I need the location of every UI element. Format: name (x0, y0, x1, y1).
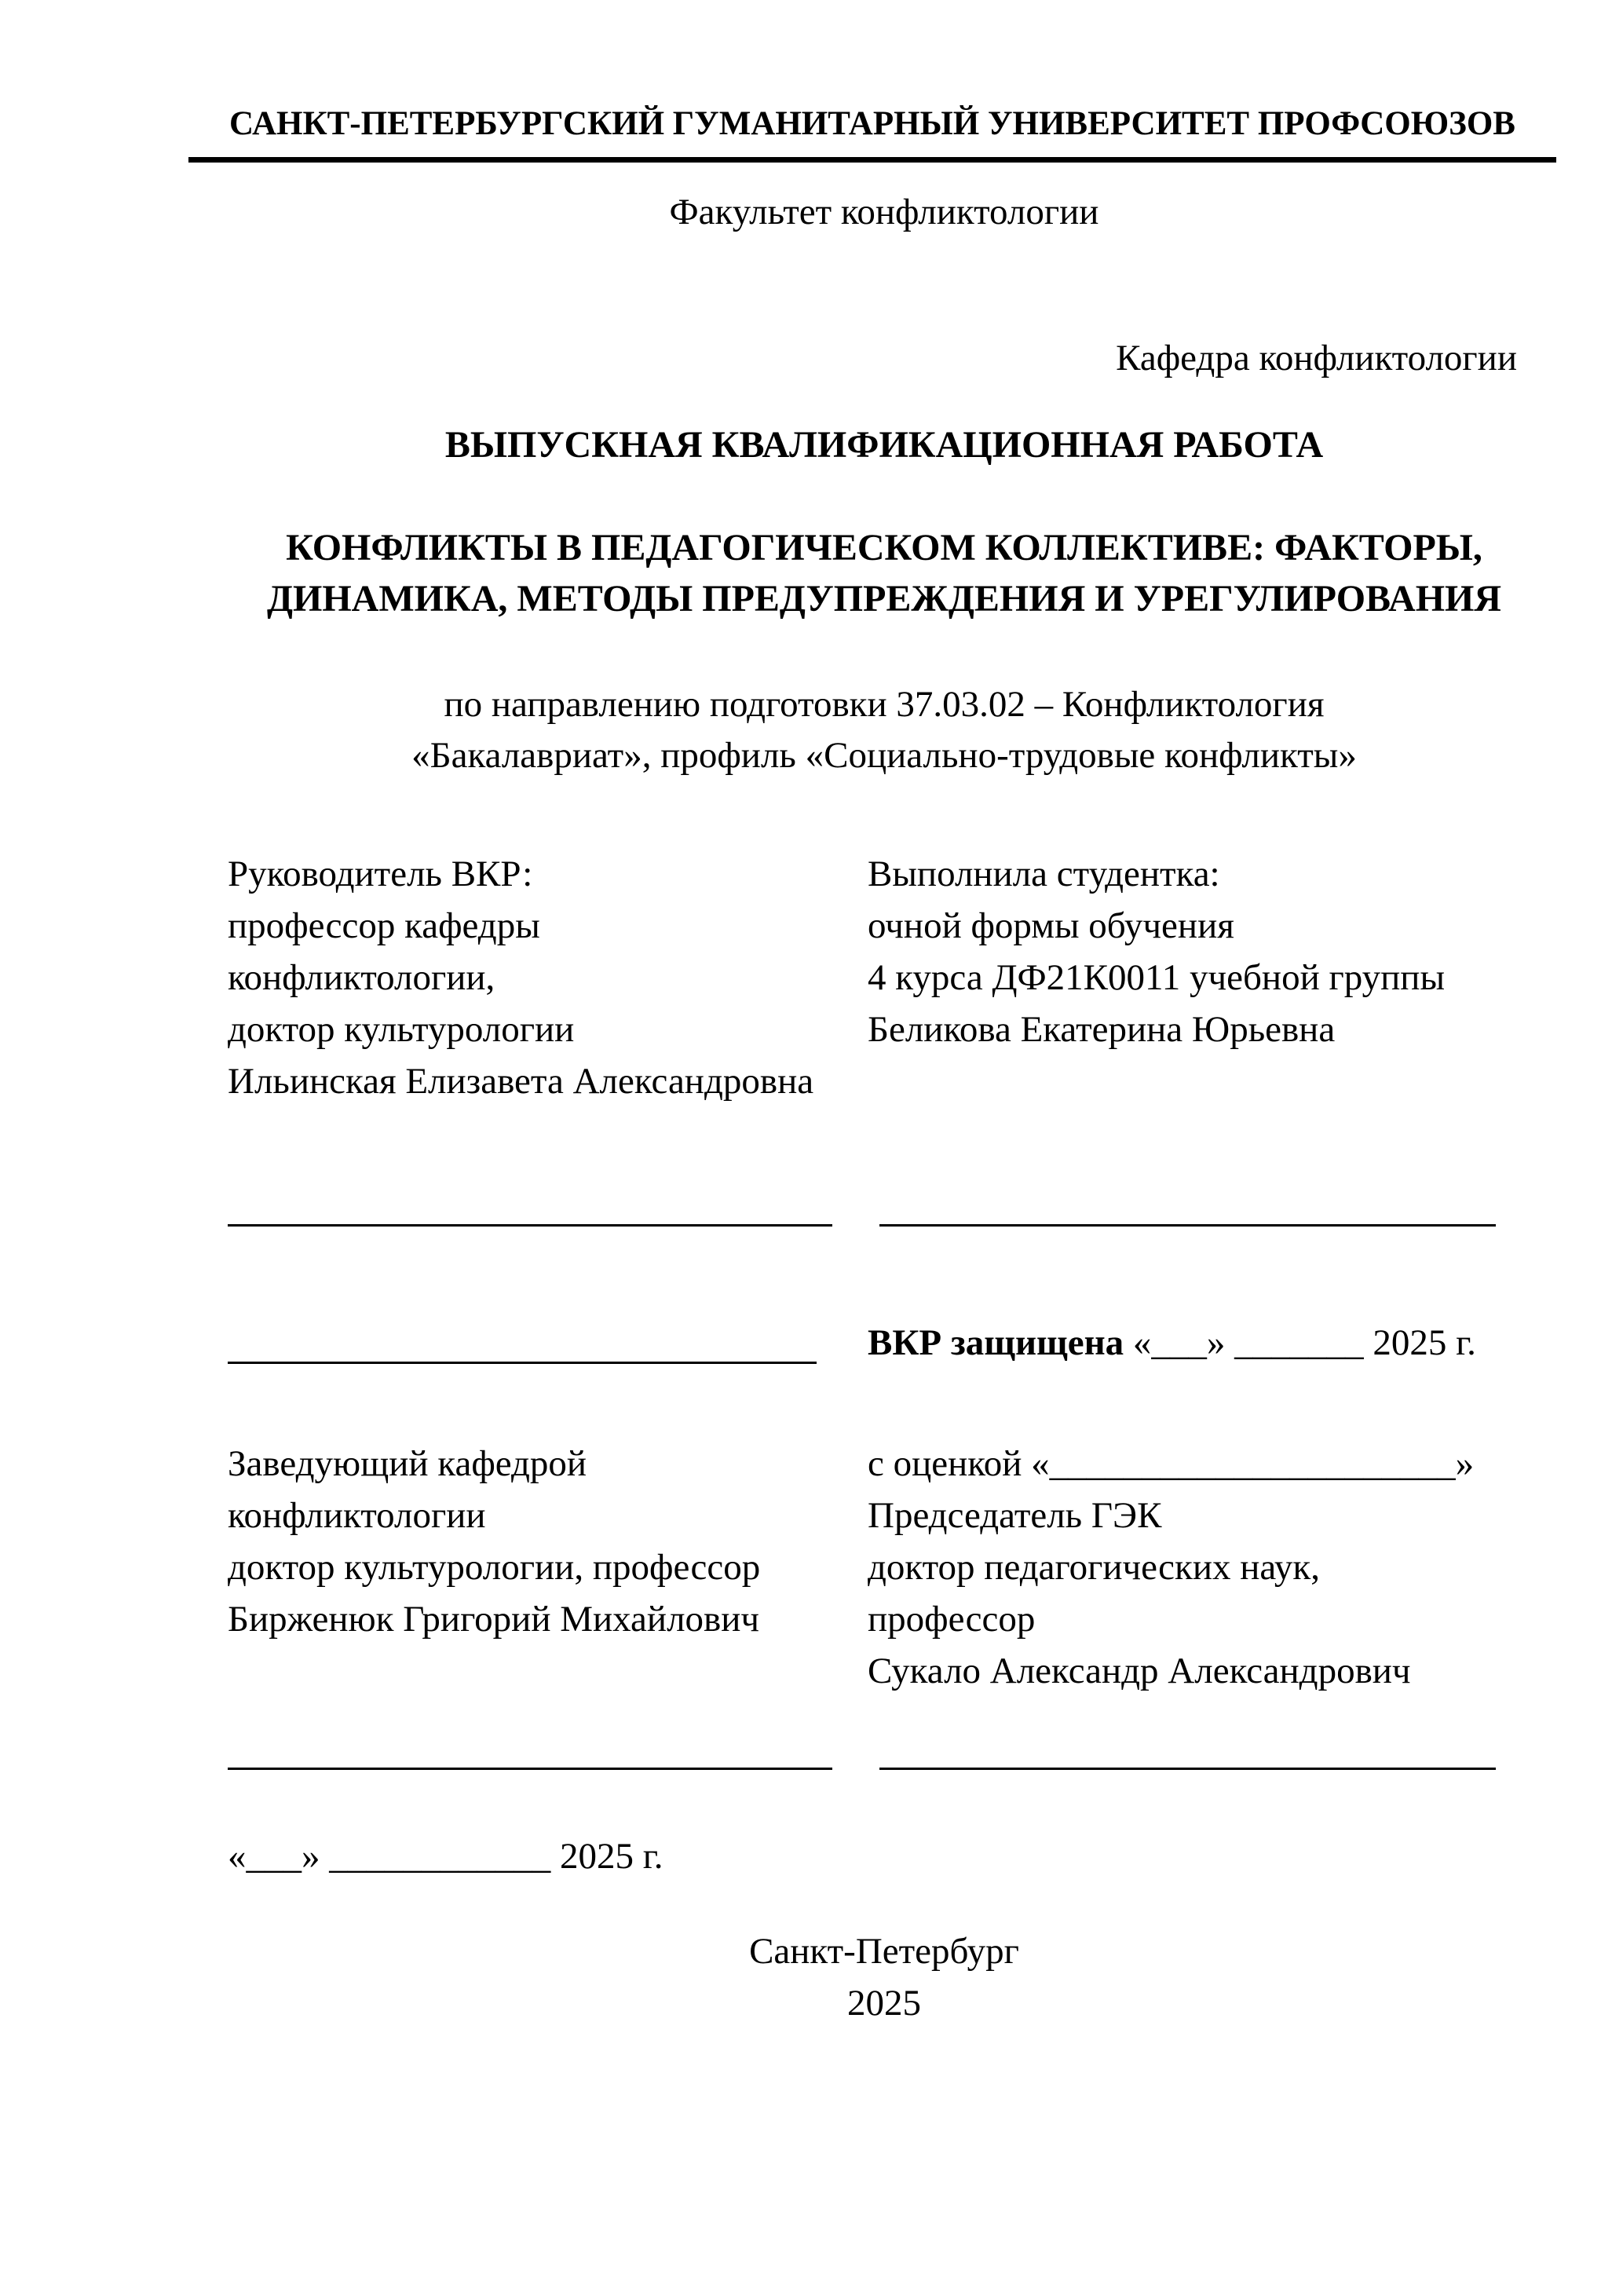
head-signature-line (228, 1314, 817, 1364)
program-direction-line: по направлению подготовки 37.03.02 – Конфликтология (444, 684, 1325, 725)
chair-position-line: профессор (868, 1599, 1036, 1640)
defense-date-line (868, 1317, 1476, 1369)
department-line: Кафедра конфликтологии (1116, 338, 1517, 378)
supervisor-role-line: Руководитель ВКР: (228, 854, 533, 894)
defense-date-blank: «___» _______ 2025 г. (1124, 1322, 1476, 1363)
chair-name-line: Сукало Александр Александрович (868, 1651, 1411, 1691)
student-group-line: 4 курса ДФ21К0011 учебной группы (868, 957, 1446, 998)
supervisor-degree-line: доктор культурологии (228, 1009, 575, 1050)
supervisor-department-line: конфликтологии, (228, 957, 495, 998)
supervisor-position-line: профессор кафедры (228, 905, 540, 946)
bottom-date-line: «___» ____________ 2025 г. (228, 1836, 663, 1877)
program-info (228, 679, 1541, 781)
officials-columns (228, 1438, 1541, 1697)
thesis-title-line-2: ДИНАМИКА, МЕТОДЫ ПРЕДУПРЕЖДЕНИЯ И УРЕГУЛИРОВАНИЯ (266, 578, 1502, 620)
gek-chair-block (868, 1438, 1541, 1697)
thesis-title-line-1: КОНФЛИКТЫ В ПЕДАГОГИЧЕСКОМ КОЛЛЕКТИВЕ: ФАКТОРЫ, (286, 527, 1482, 569)
signature-row-1 (228, 1172, 1541, 1224)
supervisor-block (228, 848, 868, 1107)
head-department-line: конфликтологии (228, 1495, 486, 1536)
chair-role-line: Председатель ГЭК (868, 1495, 1162, 1536)
student-signature-line (879, 1172, 1496, 1227)
supervisor-signature-line (228, 1172, 832, 1227)
head-degree-line: доктор культурологии, профессор (228, 1547, 761, 1588)
student-form-line: очной формы обучения (868, 905, 1234, 946)
work-type-heading: ВЫПУСКНАЯ КВАЛИФИКАЦИОННАЯ РАБОТА (444, 424, 1324, 466)
signature-row-2 (228, 1716, 1541, 1768)
student-name-line: Беликова Екатерина Юрьевна (868, 1009, 1336, 1050)
head-name-line: Бирженюк Григорий Михайлович (228, 1599, 760, 1640)
head-role-line: Заведующий кафедрой (228, 1443, 587, 1484)
thesis-title (228, 522, 1541, 624)
university-name: САНКТ-ПЕТЕРБУРГСКИЙ ГУМАНИТАРНЫЙ УНИВЕРСИТЕТ ПРОФСОЮЗОВ (188, 98, 1556, 163)
year-line: 2025 (847, 1983, 921, 2024)
department-head-block (228, 1438, 868, 1697)
people-columns (228, 848, 1541, 1107)
defense-row (228, 1314, 1541, 1369)
chair-signature-line (879, 1716, 1496, 1770)
head-signature-line-2 (228, 1716, 832, 1770)
defense-date-label: ВКР защищена (868, 1322, 1124, 1363)
faculty-line: Факультет конфликтологии (669, 192, 1099, 232)
program-profile-line: «Бакалавриат», профиль «Социально-трудовые конфликты» (411, 735, 1357, 776)
city-line: Санкт-Петербург (749, 1931, 1019, 1972)
supervisor-name-line: Ильинская Елизавета Александровна (228, 1061, 814, 1102)
grade-blank-line: с оценкой «______________________» (868, 1443, 1475, 1484)
chair-degree-line: доктор педагогических наук, (868, 1547, 1320, 1588)
student-role-line: Выполнила студентка: (868, 854, 1220, 894)
student-block (868, 848, 1541, 1107)
